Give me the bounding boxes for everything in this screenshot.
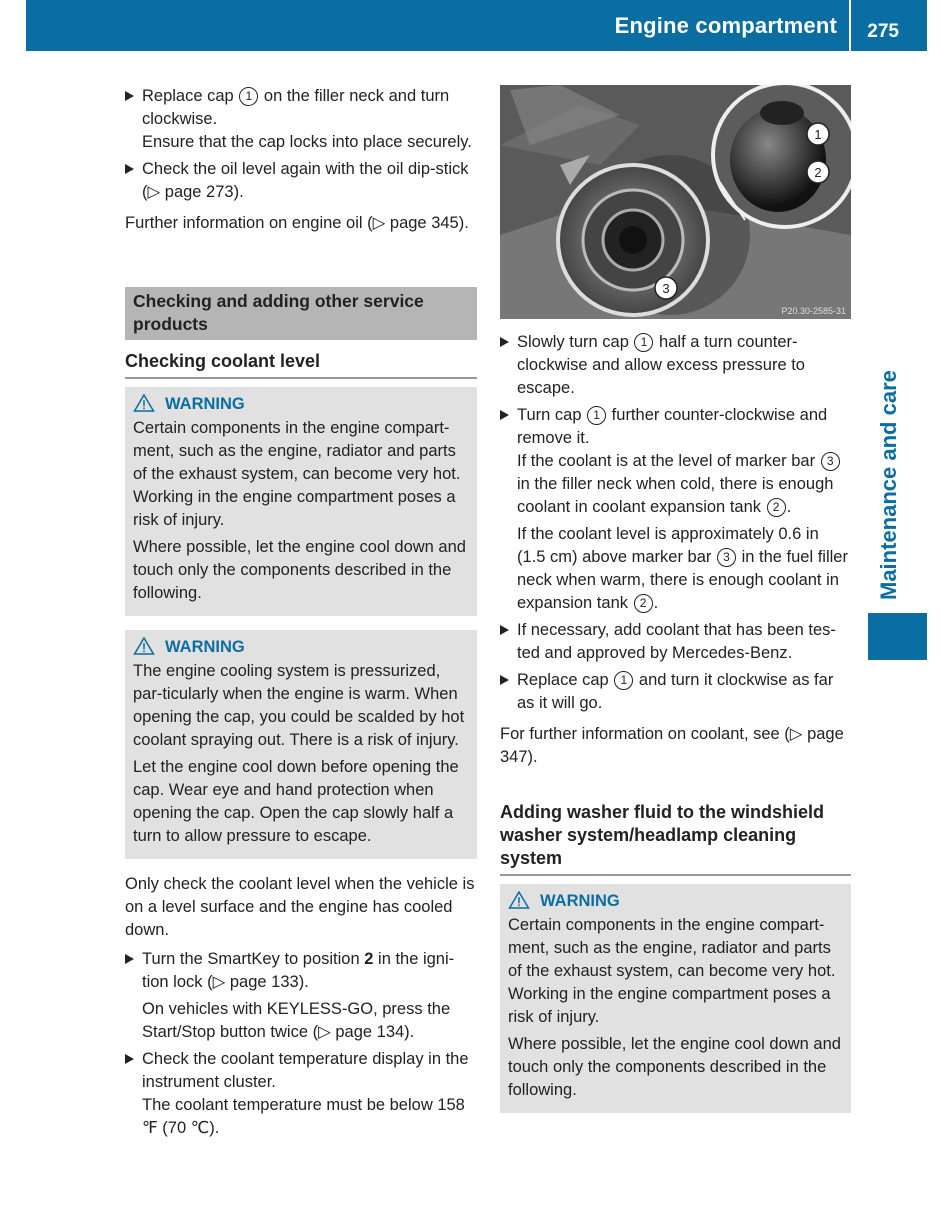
svg-text:3: 3	[662, 281, 670, 296]
warning-text: Where possible, let the engine cool down and touch only the components described in the following.	[508, 1035, 841, 1099]
paragraph-coolant-info: For further information on coolant, see (▷ page 347).	[500, 725, 844, 766]
bullet-arrow-icon	[125, 1054, 134, 1064]
step-note: If the coolant level is approximately 0.6 in (1.5 cm) above marker bar 3 in the fuel filler neck when warm, there is enough coolant in expansion tank 2 .	[517, 525, 848, 612]
bullet-arrow-icon	[125, 954, 134, 964]
warning-text: Certain components in the engine compart-ment, such as the engine, radiator and parts of the exhaust system, can become very hot. Working in the engine compartment poses a risk of injury.	[133, 419, 461, 529]
warning-box	[125, 387, 477, 616]
bullet-arrow-icon	[500, 675, 509, 685]
callout-3	[655, 277, 677, 299]
warning-heading: WARNING	[133, 634, 469, 660]
right-column	[500, 85, 851, 1127]
callout-1	[807, 123, 829, 145]
chapter-title: Engine compartment	[614, 13, 837, 38]
side-tab-label: Maintenance and care	[876, 370, 901, 600]
callout-marker: 2	[767, 498, 786, 517]
callout-marker: 1	[239, 87, 258, 106]
warning-text: The engine cooling system is pressurized, par-ticularly when the engine is warm. When opening the cap, you could be scalded by hot coolant spraying out. There is a risk of injury.	[133, 662, 465, 749]
bullet-arrow-icon	[500, 337, 509, 347]
paragraph-precondition: Only check the coolant level when the vehicle is on a level surface and the engine has cooled down.	[125, 875, 475, 939]
step-note: On vehicles with KEYLESS-GO, press the Start/Stop button twice (▷ page 134).	[142, 1000, 451, 1041]
warning-text: Where possible, let the engine cool down and touch only the components described in the following.	[133, 538, 466, 602]
warning-triangle-icon	[133, 394, 155, 412]
subsection-heading: Adding washer fluid to the windshield washer system/headlamp cleaning system	[500, 791, 851, 876]
bullet-arrow-icon	[125, 91, 134, 101]
step-replace-cap: Replace cap 1 and turn it clockwise as far as it will go.	[500, 669, 851, 715]
engine-compartment-photo	[500, 85, 851, 319]
paragraph-oil-info: Further information on engine oil (▷ page 345).	[125, 214, 469, 232]
warning-text: Certain components in the engine compart-ment, such as the engine, radiator and parts of the exhaust system, can become very hot. Working in the engine compartment poses a risk of injury.	[508, 916, 836, 1026]
photo-code: P20.30-2585-31	[781, 306, 846, 316]
step-replace-cap: Replace cap 1 on the filler neck and turn clockwise. Ensure that the cap locks into place securely.	[125, 85, 477, 154]
callout-marker: 1	[614, 671, 633, 690]
step-add-coolant: If necessary, add coolant that has been tes-ted and approved by Mercedes-Benz.	[500, 619, 851, 665]
warning-triangle-icon	[133, 637, 155, 655]
left-column	[125, 85, 477, 1144]
callout-marker: 2	[634, 594, 653, 613]
step-check-oil: Check the oil level again with the oil dip-stick (▷ page 273).	[125, 158, 477, 204]
section-heading: Checking and adding other service products	[125, 287, 477, 340]
warning-triangle-icon	[508, 891, 530, 909]
page-number: 275	[867, 21, 899, 42]
callout-marker: 3	[717, 548, 736, 567]
callout-marker: 1	[587, 406, 606, 425]
warning-box	[125, 630, 477, 859]
bullet-arrow-icon	[500, 625, 509, 635]
warning-text: Let the engine cool down before opening the cap. Wear eye and hand protection when opening the cap. Open the cap slowly half a turn to allow pressure to escape.	[133, 758, 459, 845]
warning-heading: WARNING	[133, 391, 469, 417]
step-remove-cap: Turn cap 1 further counter-clockwise and remove it. If the coolant is at the level of marker bar 3 in the filler neck when cold, there is enough coolant in coolant expansion tank 2 . If the coolant level is approximately 0.6 in (1.5 cm) above marker bar 3 in the fuel filler neck when warm, there is enough coolant in expansion tank 2 .	[500, 404, 851, 615]
svg-text:2: 2	[814, 165, 822, 180]
step-note: If the coolant is at the level of marker bar 3 in the filler neck when cold, there is enough coolant in coolant expansion tank 2 .	[517, 450, 851, 519]
callout-marker: 3	[821, 452, 840, 471]
step-turn-smartkey: Turn the SmartKey to position 2 in the igni-tion lock (▷ page 133). On vehicles with KEYLESS-GO, press the Start/Stop button twice (▷ page 134).	[125, 948, 477, 1044]
step-note: Ensure that the cap locks into place securely.	[142, 133, 472, 151]
callout-marker: 1	[634, 333, 653, 352]
page-header	[26, 0, 927, 51]
header-divider	[849, 0, 851, 51]
subsection-heading: Checking coolant level	[125, 340, 477, 379]
coolant-tank-illustration	[500, 85, 851, 319]
bullet-arrow-icon	[125, 164, 134, 174]
warning-box	[500, 884, 851, 1113]
step-turn-cap-slowly: Slowly turn cap 1 half a turn counter-clockwise and allow excess pressure to escape.	[500, 331, 851, 400]
bullet-arrow-icon	[500, 410, 509, 420]
warning-heading: WARNING	[508, 888, 843, 914]
callout-2	[807, 161, 829, 183]
side-tab-marker	[868, 613, 927, 660]
step-check-temperature: Check the coolant temperature display in the instrument cluster. The coolant temperature must be below 158 ℉ (70 ℃).	[125, 1048, 477, 1140]
svg-text:1: 1	[814, 127, 822, 142]
step-note: The coolant temperature must be below 158 ℉ (70 ℃).	[142, 1096, 465, 1137]
